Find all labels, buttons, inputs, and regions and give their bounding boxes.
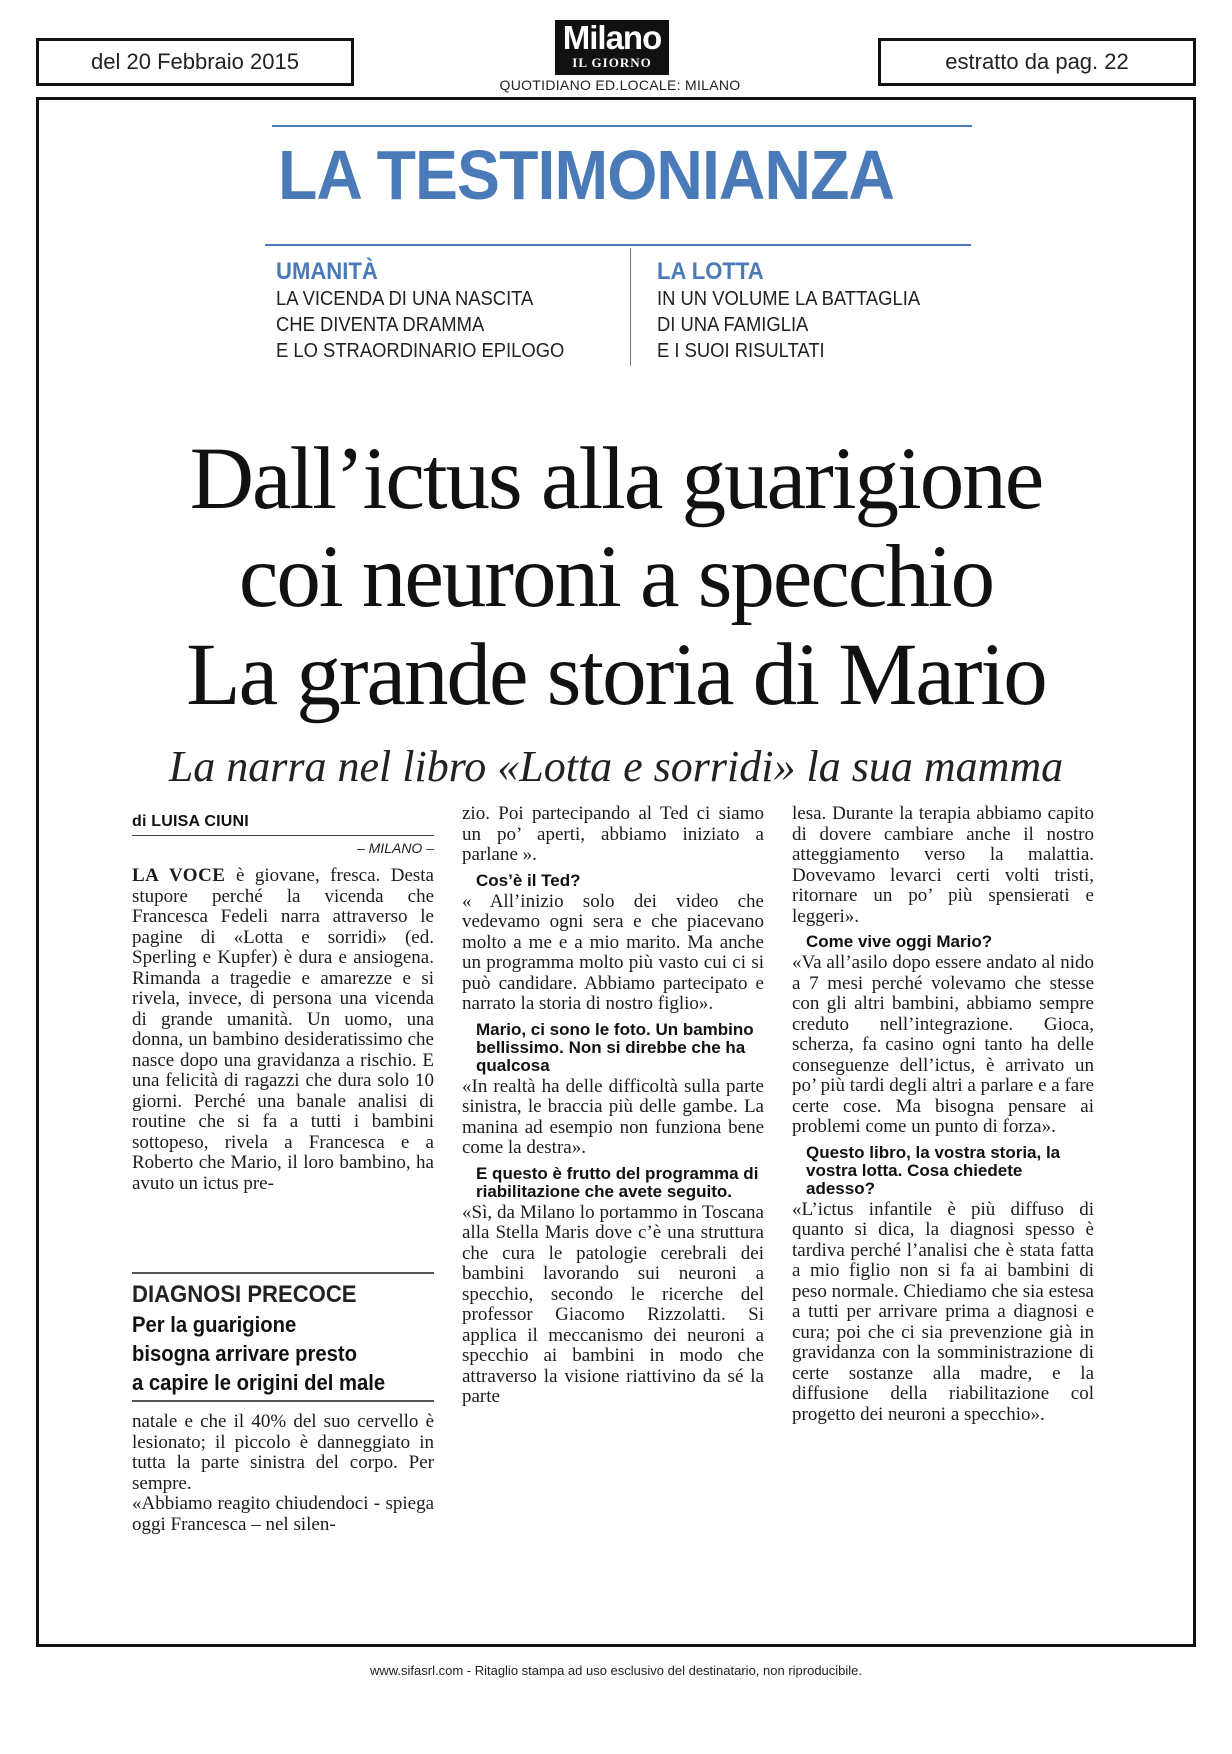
- side-head-label: LA LOTTA: [657, 258, 764, 285]
- pull-quote-bottom-rule: [132, 1400, 434, 1402]
- page-reference: estratto da pag. 22: [945, 49, 1129, 74]
- side-head-label: UMANITÀ: [276, 258, 378, 285]
- kicker-top-rule: [272, 125, 972, 127]
- side-head-line: DI UNA FAMIGLIA: [657, 314, 809, 336]
- side-head-humanity: [276, 258, 589, 364]
- paragraph: zio. Poi partecipando al Ted ci siamo un po’ aperti, abbiamo iniziato a parlane ».: [462, 803, 764, 865]
- page-box: [878, 38, 1196, 86]
- pull-quote-line: Per la guarigione: [132, 1312, 297, 1337]
- copyright-footer: www.sifasrl.com - Ritaglio stampa ad uso esclusivo del destinatario, non riproducibile.: [369, 1663, 863, 1678]
- headline: [60, 430, 1172, 724]
- paragraph: lesa. Durante la terapia abbiamo capito di dovere cambiare anche il nostro atteggiamento verso la malattia. Dovevamo levarci certi volti tristi, ritornare un po’ più spensierati e leggeri».: [792, 803, 1094, 927]
- byline: di LUISA CIUNI: [132, 813, 249, 830]
- headline-line: La grande storia di Mario: [186, 626, 1046, 724]
- paragraph: «Abbiamo reagito chiudendoci - spiega oggi Francesca – nel silen-: [132, 1493, 434, 1535]
- masthead-subtitle: IL GIORNO: [572, 55, 652, 70]
- pull-quote: [132, 1280, 434, 1397]
- kicker-bottom-rule: [265, 244, 971, 246]
- pull-quote-heading: DIAGNOSI PRECOCE: [132, 1281, 357, 1308]
- masthead-title: Milano: [562, 19, 662, 56]
- side-head-line: IN UN VOLUME LA BATTAGLIA: [657, 288, 921, 310]
- interview-answer: «L’ictus infantile è più diffuso di quanto si dica, la diagnosi spesso è tardiva perché l’analisi che è stata fatta a mio figlio non si fa ai bambini di peso normale. Chiediamo che sia estesa a tutti per arrivare prima a diagnosi e cura; poi che ci sia prevenzione già in gravidanza con la somministrazione di certe sostanze alla madre, e la diffusione della riabilitazione col progetto dei neuroni a specchio».: [792, 1198, 1094, 1425]
- interview-question: Mario, ci sono le foto. Un bambino bellissimo. Non si direbbe che ha qualcosa: [476, 1019, 754, 1075]
- side-head-struggle: [657, 258, 943, 364]
- interview-answer: «In realtà ha delle difficoltà sulla parte sinistra, le braccia più delle gambe. La manina ad esempio non funziona bene come la destra».: [462, 1075, 764, 1158]
- side-head-line: E I SUOI RISULTATI: [657, 340, 825, 362]
- byline-rule: [132, 835, 434, 836]
- headline-line: coi neuroni a specchio: [238, 528, 994, 626]
- interview-question: Come vive oggi Mario?: [806, 932, 993, 951]
- publication-date: del 20 Febbraio 2015: [91, 49, 299, 74]
- lead-in: LA VOCE: [132, 865, 226, 886]
- pull-quote-line: a capire le origini del male: [132, 1370, 386, 1395]
- edition-label: QUOTIDIANO ED.LOCALE: MILANO: [499, 77, 741, 93]
- side-head-line: E LO STRAORDINARIO EPILOGO: [276, 340, 565, 362]
- date-box: [36, 38, 354, 86]
- article-column-2: [462, 804, 764, 1408]
- subheadline: La narra nel libro «Lotta e sorridi» la sua mamma: [168, 742, 1064, 791]
- article-column-1: [132, 866, 434, 1194]
- interview-answer: «Va all’asilo dopo essere andato al nido a 7 mesi perché volevamo che stesse con gli altri bambini, abbiamo sempre creduto nell’integrazione. Gioca, scherza, fa casino ogni tanto ha delle conseguenze dell’ictus, è arrivato un po’ più tardi degli altri a parlare e a fare certe cose. Ma bisogna pensare ai problemi come un punto di forza».: [792, 952, 1094, 1137]
- paragraph: natale e che il 40% del suo cervello è lesionato; il piccolo è danneggiato in tutta la parte sinistra del corpo. Per sempre.: [132, 1411, 434, 1494]
- side-head-divider: [630, 248, 631, 366]
- interview-question: Cos’è il Ted?: [476, 870, 581, 890]
- section-kicker: LA TESTIMONIANZA: [278, 136, 895, 214]
- paragraph: è giovane, fresca. Desta stupore perché la vicenda che Francesca Fedeli narra attraverso le pagine di «Lotta e sorridi» (ed. Sperling e Kupfer) è dura e ansiogena. Rimanda a tragedie e amarezze e si rivela, invece, di persona una vicenda di grande umanità. Un uomo, una donna, un bambino desideratissimo che nasce dopo una gravidanza a rischio. E una felicità di ragazzi che dura solo 10 giorni. Perché una banale analisi di routine che si fa a tutti i bambini sottopeso, rivela a Francesca e a Roberto che Mario, il loro bambino, ha avuto un ictus pre-: [132, 865, 434, 1194]
- interview-question: Questo libro, la vostra storia, la vostra lotta. Cosa chiedete adesso?: [806, 1142, 1061, 1198]
- pull-quote-line: bisogna arrivare presto: [132, 1341, 357, 1366]
- pull-quote-top-rule: [132, 1272, 434, 1274]
- side-head-line: CHE DIVENTA DRAMMA: [276, 314, 485, 336]
- article-column-1-continued: [132, 1412, 434, 1535]
- interview-answer: «Sì, da Milano lo portammo in Toscana alla Stella Maris dove c’è una struttura che cura le patologie cerebrali dei bambini lavorando sui neuroni a specchio, secondo le ricerche del professor Giacomo Rizzolatti. Si applica il meccanismo dei neuroni a specchio ai bambini in modo che attraverso la visione riattivino da sé la parte: [462, 1201, 764, 1407]
- article-column-3: [792, 804, 1094, 1425]
- dateline: – MILANO –: [356, 840, 434, 856]
- interview-answer: « All’inizio solo dei video che vedevamo ogni sera e che piacevano molto a me e a mio marito. Ma anche un programma molto più vasto cui ci si può candidare. Abbiamo partecipato e narrato la storia di nostro figlio».: [462, 890, 764, 1014]
- masthead-logo: [555, 20, 669, 75]
- headline-line: Dall’ictus alla guarigione: [189, 430, 1043, 528]
- side-head-line: LA VICENDA DI UNA NASCITA: [276, 288, 534, 310]
- interview-question: E questo è frutto del programma di riabilitazione che avete seguito.: [476, 1163, 759, 1201]
